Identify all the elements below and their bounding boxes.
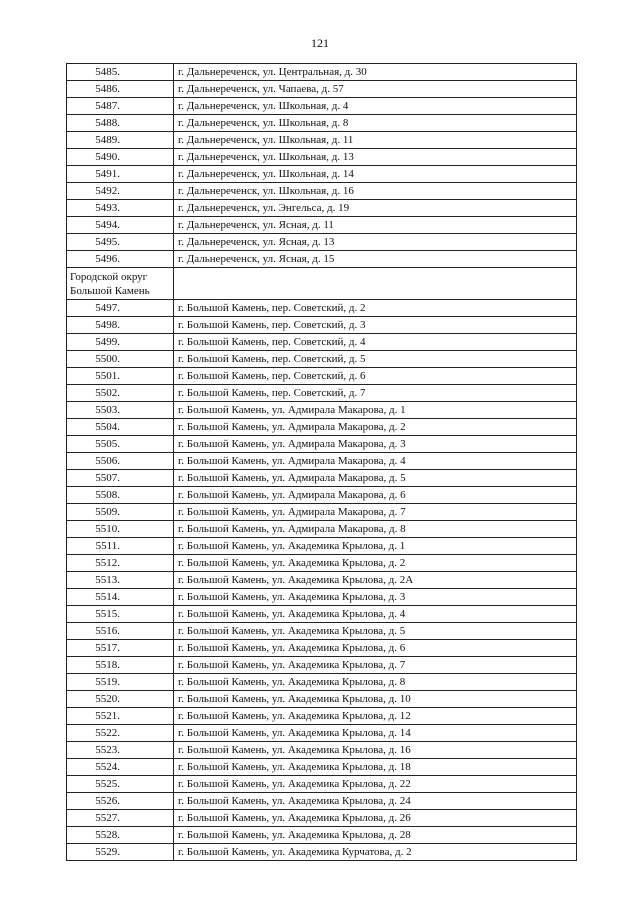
address-cell: г. Большой Камень, ул. Адмирала Макарова, д. 4	[174, 453, 577, 470]
row-number-cell: 5511.	[67, 538, 174, 555]
address-cell: г. Дальнереченск, ул. Школьная, д. 16	[174, 183, 577, 200]
table-row	[67, 810, 577, 827]
table-row	[67, 742, 577, 759]
table-row	[67, 98, 577, 115]
table-row	[67, 725, 577, 742]
address-cell: г. Большой Камень, ул. Академика Крылова, д. 1	[174, 538, 577, 555]
table-row	[67, 606, 577, 623]
row-number-cell: 5489.	[67, 132, 174, 149]
table-row	[67, 844, 577, 861]
row-number-cell: 5499.	[67, 334, 174, 351]
address-cell: г. Дальнереченск, ул. Школьная, д. 11	[174, 132, 577, 149]
table-row	[67, 827, 577, 844]
address-cell: г. Большой Камень, ул. Академика Крылова, д. 3	[174, 589, 577, 606]
row-number-cell: 5504.	[67, 419, 174, 436]
table-row	[67, 589, 577, 606]
table-row	[67, 538, 577, 555]
address-cell: г. Большой Камень, ул. Академика Крылова, д. 2А	[174, 572, 577, 589]
address-cell: г. Большой Камень, ул. Академика Крылова, д. 2	[174, 555, 577, 572]
row-number-cell: 5516.	[67, 623, 174, 640]
page-number: 121	[311, 36, 329, 50]
address-cell: г. Дальнереченск, ул. Школьная, д. 8	[174, 115, 577, 132]
row-number-cell: 5529.	[67, 844, 174, 861]
address-cell: г. Большой Камень, пер. Советский, д. 6	[174, 368, 577, 385]
table-row	[67, 572, 577, 589]
row-number-cell: 5492.	[67, 183, 174, 200]
table-row	[67, 64, 577, 81]
row-number-cell: 5503.	[67, 402, 174, 419]
row-number-cell: 5493.	[67, 200, 174, 217]
address-cell: г. Большой Камень, пер. Советский, д. 3	[174, 317, 577, 334]
address-cell: г. Большой Камень, ул. Академика Крылова, д. 26	[174, 810, 577, 827]
address-cell: г. Большой Камень, ул. Академика Крылова, д. 22	[174, 776, 577, 793]
address-cell: г. Большой Камень, ул. Адмирала Макарова, д. 8	[174, 521, 577, 538]
row-number-cell: 5494.	[67, 217, 174, 234]
address-cell: г. Большой Камень, ул. Академика Крылова, д. 28	[174, 827, 577, 844]
table-row	[67, 115, 577, 132]
table-row	[67, 217, 577, 234]
group-name-line: Городской округ	[70, 270, 148, 283]
table-row	[67, 317, 577, 334]
address-cell: г. Дальнереченск, ул. Школьная, д. 4	[174, 98, 577, 115]
address-cell: г. Большой Камень, ул. Академика Крылова, д. 8	[174, 674, 577, 691]
table-row	[67, 793, 577, 810]
table-row	[67, 368, 577, 385]
table-row	[67, 234, 577, 251]
address-cell: г. Дальнереченск, ул. Центральная, д. 30	[174, 64, 577, 81]
address-cell: г. Большой Камень, ул. Адмирала Макарова, д. 5	[174, 470, 577, 487]
row-number-cell: 5495.	[67, 234, 174, 251]
row-number-cell: 5506.	[67, 453, 174, 470]
row-number-cell: 5496.	[67, 251, 174, 268]
table-row	[67, 708, 577, 725]
row-number-cell: 5514.	[67, 589, 174, 606]
row-number-cell: 5518.	[67, 657, 174, 674]
row-number-cell: 5498.	[67, 317, 174, 334]
address-cell: г. Большой Камень, ул. Академика Крылова, д. 6	[174, 640, 577, 657]
row-number-cell: 5491.	[67, 166, 174, 183]
table-row	[67, 300, 577, 317]
row-number-cell: 5487.	[67, 98, 174, 115]
table-row	[67, 81, 577, 98]
group-name-line: Большой Камень	[70, 284, 150, 297]
address-cell: г. Большой Камень, ул. Адмирала Макарова, д. 2	[174, 419, 577, 436]
table-row	[67, 402, 577, 419]
table-row	[67, 183, 577, 200]
row-number-cell: 5521.	[67, 708, 174, 725]
row-number-cell: 5505.	[67, 436, 174, 453]
group-header-row	[67, 268, 577, 300]
row-number-cell: 5486.	[67, 81, 174, 98]
table-row	[67, 436, 577, 453]
row-number-cell: 5509.	[67, 504, 174, 521]
address-cell: г. Дальнереченск, ул. Энгельса, д. 19	[174, 200, 577, 217]
row-number-cell: 5515.	[67, 606, 174, 623]
row-number-cell: 5512.	[67, 555, 174, 572]
address-cell: г. Большой Камень, ул. Академика Крылова, д. 10	[174, 691, 577, 708]
row-number-cell: 5526.	[67, 793, 174, 810]
row-number-cell: 5502.	[67, 385, 174, 402]
table-row	[67, 521, 577, 538]
address-cell: г. Большой Камень, ул. Академика Курчатова, д. 2	[174, 844, 577, 861]
row-number-cell: 5500.	[67, 351, 174, 368]
address-cell: г. Большой Камень, ул. Академика Крылова, д. 4	[174, 606, 577, 623]
table-row	[67, 470, 577, 487]
row-number-cell: 5522.	[67, 725, 174, 742]
row-number-cell: 5497.	[67, 300, 174, 317]
address-cell: г. Дальнереченск, ул. Школьная, д. 14	[174, 166, 577, 183]
table-row	[67, 385, 577, 402]
address-cell: г. Большой Камень, ул. Адмирала Макарова, д. 6	[174, 487, 577, 504]
address-cell: г. Большой Камень, пер. Советский, д. 5	[174, 351, 577, 368]
table-row	[67, 623, 577, 640]
row-number-cell: 5528.	[67, 827, 174, 844]
address-table-body	[67, 64, 577, 861]
row-number-cell: 5510.	[67, 521, 174, 538]
row-number-cell: 5519.	[67, 674, 174, 691]
address-cell: г. Большой Камень, ул. Академика Крылова, д. 18	[174, 759, 577, 776]
table-row	[67, 776, 577, 793]
address-cell: г. Большой Камень, ул. Академика Крылова, д. 14	[174, 725, 577, 742]
row-number-cell: 5490.	[67, 149, 174, 166]
row-number-cell: 5527.	[67, 810, 174, 827]
group-empty-cell	[174, 268, 577, 300]
row-number-cell: 5508.	[67, 487, 174, 504]
row-number-cell: 5520.	[67, 691, 174, 708]
address-cell: г. Большой Камень, ул. Адмирала Макарова, д. 7	[174, 504, 577, 521]
row-number-cell: 5517.	[67, 640, 174, 657]
table-row	[67, 640, 577, 657]
address-cell: г. Дальнереченск, ул. Ясная, д. 13	[174, 234, 577, 251]
row-number-cell: 5523.	[67, 742, 174, 759]
address-cell: г. Большой Камень, ул. Академика Крылова, д. 5	[174, 623, 577, 640]
address-cell: г. Большой Камень, ул. Академика Крылова, д. 12	[174, 708, 577, 725]
table-row	[67, 419, 577, 436]
row-number-cell: 5513.	[67, 572, 174, 589]
address-table	[66, 63, 577, 861]
table-row	[67, 674, 577, 691]
table-row	[67, 149, 577, 166]
address-cell: г. Большой Камень, ул. Академика Крылова, д. 16	[174, 742, 577, 759]
address-cell: г. Большой Камень, пер. Советский, д. 4	[174, 334, 577, 351]
table-row	[67, 453, 577, 470]
group-name-cell	[67, 268, 174, 300]
table-row	[67, 504, 577, 521]
address-cell: г. Большой Камень, пер. Советский, д. 7	[174, 385, 577, 402]
address-cell: г. Большой Камень, пер. Советский, д. 2	[174, 300, 577, 317]
table-row	[67, 487, 577, 504]
row-number-cell: 5524.	[67, 759, 174, 776]
table-row	[67, 555, 577, 572]
row-number-cell: 5525.	[67, 776, 174, 793]
address-cell: г. Дальнереченск, ул. Ясная, д. 11	[174, 217, 577, 234]
table-row	[67, 657, 577, 674]
row-number-cell: 5507.	[67, 470, 174, 487]
table-row	[67, 334, 577, 351]
table-row	[67, 166, 577, 183]
table-row	[67, 351, 577, 368]
table-row	[67, 200, 577, 217]
row-number-cell: 5501.	[67, 368, 174, 385]
address-cell: г. Большой Камень, ул. Академика Крылова, д. 7	[174, 657, 577, 674]
table-row	[67, 251, 577, 268]
table-row	[67, 132, 577, 149]
address-cell: г. Большой Камень, ул. Адмирала Макарова, д. 1	[174, 402, 577, 419]
address-cell: г. Дальнереченск, ул. Ясная, д. 15	[174, 251, 577, 268]
row-number-cell: 5488.	[67, 115, 174, 132]
address-cell: г. Дальнереченск, ул. Чапаева, д. 57	[174, 81, 577, 98]
address-cell: г. Дальнереченск, ул. Школьная, д. 13	[174, 149, 577, 166]
table-row	[67, 759, 577, 776]
table-row	[67, 691, 577, 708]
row-number-cell: 5485.	[67, 64, 174, 81]
address-cell: г. Большой Камень, ул. Академика Крылова, д. 24	[174, 793, 577, 810]
address-cell: г. Большой Камень, ул. Адмирала Макарова, д. 3	[174, 436, 577, 453]
